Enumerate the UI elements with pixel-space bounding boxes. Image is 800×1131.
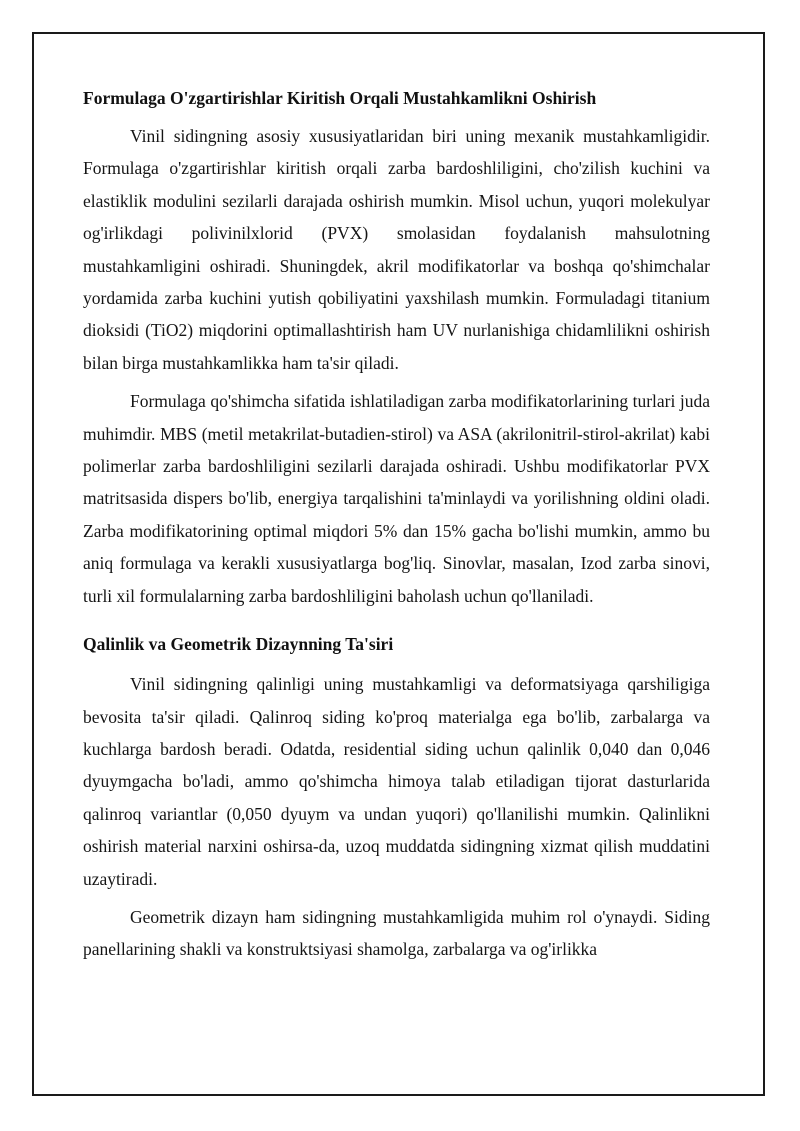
paragraph-thickness-2: Geometrik dizayn ham sidingning mustahkamligida muhim rol o'ynaydi. Siding panellarining shakli va konstruktsiyasi shamolga, zarbalarga va og'irlikka	[83, 906, 710, 960]
section-heading-formula: Formulaga O'zgartirishlar Kiritish Orqali Mustahkamlikni Oshirish	[83, 88, 597, 108]
paragraph-thickness-1: Vinil sidingning qalinligi uning mustahkamligi va deformatsiyaga qarshiligiga bevosita ta'sir qiladi. Qalinroq siding ko'proq materialga ega bo'lib, zarbalarga va kuchlarga bardosh beradi. Odatda, residential siding uchun qalinlik 0,040 dan 0,046 dyuymgacha bo'ladi, ammo qo'shimcha himoya talab etiladigan tijorat dasturlarida qalinroq variantlar (0,050 dyuym va undan yuqori) qo'llanilishi mumkin. Qalinlikni oshirish material narxini oshirsa-da, uzoq muddatda sidingning xizmat qilish muddatini uzaytiradi.	[83, 674, 710, 889]
document-body	[83, 82, 710, 966]
section-heading-thickness: Qalinlik va Geometrik Dizaynning Ta'siri	[83, 634, 394, 655]
paragraph-formula-1: Vinil sidingning asosiy xususiyatlaridan biri uning mexanik mustahkamligidir. Formulaga o'zgartirishlar kiritish orqali zarba bardoshliligini, cho'zilish kuchini va elastiklik modulini sezilarli darajada oshirish mumkin. Misol uchun, yuqori molekulyar og'irlikdagi polivinilxlorid (PVX) smolasidan foydalanish mahsulotning mustahkamligini oshiradi. Shuningdek, akril modifikatorlar va boshqa qo'shimchalar yordamida zarba kuchini yutish qobiliyatini yaxshilash mumkin. Formuladagi titanium dioksidi (TiO2) miqdorini optimallashtirish ham UV nurlanishiga chidamlilikni oshirish bilan birga mustahkamlikka ham ta'sir qiladi.	[83, 126, 710, 373]
paragraph-formula-2: Formulaga qo'shimcha sifatida ishlatiladigan zarba modifikatorlarining turlari juda muhimdir. MBS (metil metakrilat-butadien-stirol) va ASA (akrilonitril-stirol-akrilat) kabi polimerlar zarba bardoshliligini sezilarli darajada oshiradi. Ushbu modifikatorlar PVX matritsasida dispers bo'lib, energiya tarqalishini ta'minlaydi va yorilishning oldini oladi. Zarba modifikatorining optimal miqdori 5% dan 15% gacha bo'lishi mumkin, ammo bu aniq formulaga va kerakli xususiyatlarga bog'liq. Sinovlar, masalan, Izod zarba sinovi, turli xil formulalarning zarba bardoshliligini baholash uchun qo'llaniladi.	[83, 391, 710, 606]
